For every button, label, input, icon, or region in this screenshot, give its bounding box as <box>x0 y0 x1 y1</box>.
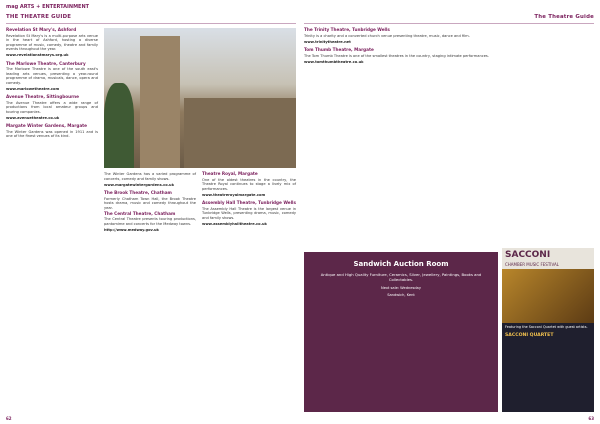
listing-title: Avenue Theatre, Sittingbourne <box>6 94 79 99</box>
ad-text: Antique and High Quality Furniture, Ceramics, Silver, Jewellery, Paintings, Books and Collectables. <box>320 272 482 282</box>
listing-contact[interactable]: www.assemblyhalltheatre.co.uk <box>202 221 267 226</box>
church-tower-shape <box>140 36 180 168</box>
column-2 <box>104 172 196 236</box>
listing-body: The Assembly Hall Theatre is the largest venue in Tunbridge Wells, presenting drama, music, comedy and family shows. <box>202 206 296 220</box>
sacconi-festival-ad <box>502 248 594 412</box>
listing-body: The Winter Gardens was opened in 1911 and is one of the finest venues of its kind. <box>6 129 98 138</box>
listing-title: Assembly Hall Theatre, Tunbridge Wells <box>202 200 296 205</box>
tree-shape <box>104 83 134 168</box>
listing-body: Trinity is a charity and a converted church venue presenting theatre, music, dance and film. <box>304 33 470 38</box>
church-photo <box>104 28 296 168</box>
ad-address: Sandwich, Kent <box>387 293 415 297</box>
listing-title: Theatre Royal, Margate <box>202 171 258 176</box>
listing-body: The Winter Gardens has a varied programme of concerts, comedy and family shows. <box>104 172 196 181</box>
ad-subtitle: CHAMBER MUSIC FESTIVAL <box>502 262 594 269</box>
quartet-logo: SACCONI QUARTET <box>505 333 554 339</box>
listing-contact[interactable]: www.tomthumbtheatre.co.uk <box>304 59 364 64</box>
listing-title: The Central Theatre, Chatham <box>104 210 176 216</box>
theatre-guide-banner-right: The Theatre Guide <box>304 14 594 24</box>
ad-text: Featuring the Sacconi Quartet with guest artists. <box>505 325 588 329</box>
listing-contact[interactable]: www.margatewintergardens.co.uk <box>104 182 174 187</box>
listing-contact[interactable]: www.revelationstmarys.org.uk <box>6 53 69 57</box>
listing-contact[interactable]: www.marlowetheatre.com <box>6 86 60 91</box>
theatre-guide-banner-left: THE THEATRE GUIDE <box>6 14 296 24</box>
listing-body: One of the oldest theatres in the country, the Theatre Royal continues to stage a lively mix of performances. <box>202 177 296 191</box>
column-3 <box>202 172 296 230</box>
listing-title: Revelation St Mary's, Ashford <box>6 27 77 32</box>
listing-body: The Marlowe Theatre is one of the south east's leading arts venues, presenting a year-round programme of drama, musicals, dance, opera and comedy. <box>6 67 98 85</box>
listing-contact[interactable]: www.trinitytheatre.net <box>304 39 351 44</box>
listing-contact[interactable]: www.avenuetheatre.co.uk <box>6 115 60 120</box>
listing-title: The Trinity Theatre, Tunbridge Wells <box>304 27 390 32</box>
listing-title: The Brook Theatre, Chatham <box>104 190 172 195</box>
festival-image <box>502 269 594 323</box>
listing-title: Margate Winter Gardens, Margate <box>6 123 87 128</box>
listing-contact[interactable]: http://www.medway.gov.uk <box>104 227 159 232</box>
ad-dates: Next sale: Wednesday <box>381 286 421 290</box>
listing-contact[interactable]: www.theatreroyalmargate.com <box>202 192 266 197</box>
listing-title: Tom Thumb Theatre, Margate <box>304 47 374 52</box>
ad-brand: SACCONI <box>502 248 594 262</box>
listing-body: Formerly Chatham Town Hall, the Brook Theatre hosts drama, music and comedy throughout the year. <box>104 196 196 210</box>
page-number-left: 62 <box>6 416 12 421</box>
listing-title: The Marlowe Theatre, Canterbury <box>6 60 86 66</box>
section-header: mag ARTS + ENTERTAINMENT <box>6 4 90 10</box>
sandwich-auction-ad <box>304 252 498 412</box>
listing-body: The Avenue Theatre offers a wide range of productions from local amateur groups and touring companies. <box>6 100 98 114</box>
column-4 <box>304 28 594 68</box>
listing-body: The Tom Thumb Theatre is one of the smallest theatres in the country, staging intimate performances. <box>304 53 489 58</box>
ad-title: Sandwich Auction Room <box>353 260 449 268</box>
listing-body: The Central Theatre presents touring productions, pantomime and concerts for the Medway towns. <box>104 217 196 226</box>
church-roof-shape <box>184 98 296 168</box>
listing-body: Revelation St Mary's is a multi-purpose arts venue in the heart of Ashford, hosting a diverse programme of music, comedy, theatre and family events throughout the year. <box>6 33 98 51</box>
column-1 <box>6 28 98 140</box>
page-number-right: 63 <box>588 416 594 421</box>
